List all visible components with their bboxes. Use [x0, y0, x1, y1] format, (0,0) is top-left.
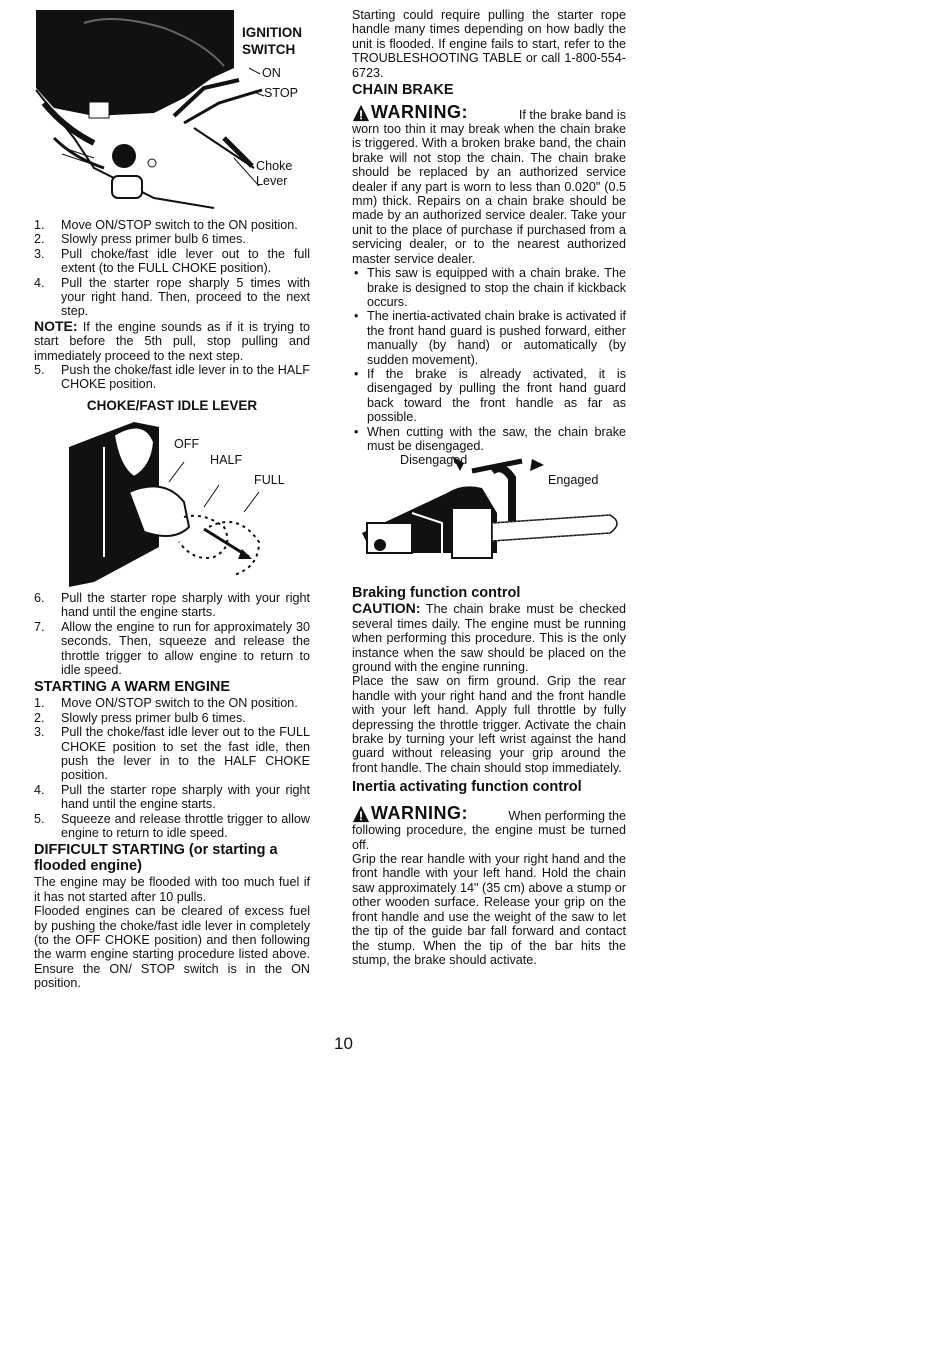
choke-lever-illustration — [34, 417, 310, 589]
list-item: 3. Pull the choke/fast idle lever out to the FULL CHOKE position to set the fast idle, then push the lever in to the HALF CHOKE position. — [34, 725, 310, 783]
list-item: 4. Pull the starter rope sharply 5 times with your right hand. Then, proceed to the next step. — [34, 275, 310, 319]
warm-engine-steps — [34, 696, 310, 840]
list-item: • If the brake is already activated, it is disengaged by pulling the front hand guard back toward the front handle as far as possible. — [354, 366, 626, 425]
list-item: 5. Push the choke/fast idle lever in to the HALF CHOKE position. — [34, 363, 310, 392]
fig-label-full: FULL — [254, 472, 285, 487]
list-item: 6. Pull the starter rope sharply with your right hand until the engine starts. — [34, 590, 310, 620]
fig-label-on: ON — [262, 66, 281, 80]
chain-brake-heading: CHAIN BRAKE — [352, 82, 454, 99]
right-column — [352, 8, 626, 967]
warning-triangle-icon — [352, 104, 370, 122]
warning-line-2 — [352, 803, 626, 823]
fig-label-switch: SWITCH — [242, 42, 296, 57]
fig-label-choke: Choke — [256, 159, 293, 173]
list-item: 1. Move ON/STOP switch to the ON position. — [34, 696, 298, 711]
inertia-control-heading: Inertia activating function control — [352, 779, 582, 796]
chain-brake-figure — [352, 453, 626, 581]
fig-label-ignition: IGNITION — [242, 25, 302, 40]
warning-text-head: When performing the — [508, 808, 626, 823]
fig-label-half: HALF — [210, 452, 243, 467]
place-paragraph: Place the saw on firm ground. Grip the rear handle with your right hand and the front handle with your left hand. Apply full throttle by fully depressing the throttle trigger. Activate the chain brake by turning your left wrist against the hand guard without releasing your grip around the front handle. The chain should stop immediately. — [352, 674, 626, 775]
difficult-starting-heading: DIFFICULT STARTING (or starting a flooded engine) — [34, 842, 278, 875]
list-item: 7. Allow the engine to run for approximately 30 seconds. Then, squeeze and release the throttle trigger to allow engine to return to idle speed. — [34, 619, 310, 677]
warning-text-head: If the brake band is — [518, 107, 626, 122]
list-item: • When cutting with the saw, the chain brake must be disengaged. — [354, 424, 626, 453]
list-item: 1. Move ON/STOP switch to the ON position. — [34, 218, 298, 232]
fig-label-disengaged: Disengaged — [400, 453, 468, 468]
chain-brake-bullets — [352, 266, 626, 453]
warning-paragraph: worn too thin it may break when the chain brake is triggered. With a broken brake band, the chain brake will not stop the chain. The chain brake should be replaced by an authorized service dealer if any part is worn to less than 0.020" (0.5 mm) thick. Repairs on a chain brake should be made by an authorized service dealer. Take your unit to the place of purchase if purchased from a servicing dealer, or to the nearest authorized master service dealer. — [352, 122, 626, 266]
ignition-switch-figure — [34, 8, 310, 218]
warning-paragraph: following procedure, the engine must be turned off. — [352, 823, 626, 852]
choke-lever-figure — [34, 417, 310, 589]
caution-paragraph: CAUTION: The chain brake must be checked several times daily. The engine must be running when performing this procedure. This is the only instance when the saw should be placed on the ground with the engine running. — [352, 600, 626, 674]
list-item: 2. Slowly press primer bulb 6 times. — [34, 232, 246, 247]
warning-label: WARNING: — [371, 803, 468, 824]
left-column — [34, 8, 310, 991]
warning-line-1 — [352, 102, 626, 122]
fig-label-off: OFF — [174, 436, 200, 451]
warning-triangle-icon — [352, 805, 370, 823]
list-item: 5. Squeeze and release throttle trigger to allow engine to return to idle speed. — [34, 811, 310, 840]
choke-lever-heading: CHOKE/FAST IDLE LEVER — [86, 397, 258, 413]
difficult-paragraph-1: The engine may be flooded with too much fuel if it has not started after 10 pulls. — [34, 875, 310, 904]
list-item: • The inertia-activated chain brake is activated if the front hand guard is pushed forward, either manually (by hand) or automatically (by sudden movement). — [354, 309, 627, 367]
note-paragraph: NOTE: If the engine sounds as if it is trying to start before the 5th pull, stop pulling and immediately proceed to the next step. — [34, 317, 310, 363]
cold-start-step-5 — [34, 363, 310, 392]
fig-label-stop: STOP — [264, 86, 299, 100]
cold-start-steps-continued — [34, 591, 310, 677]
braking-control-heading: Braking function control — [352, 585, 521, 602]
list-item: • This saw is equipped with a chain brake. The brake is designed to stop the chain if kickback occurs. — [354, 266, 626, 309]
warm-engine-heading: STARTING A WARM ENGINE — [34, 679, 231, 696]
warning-label: WARNING: — [371, 102, 468, 123]
page-number: 10 — [334, 1034, 353, 1053]
list-item: 2. Slowly press primer bulb 6 times. — [34, 710, 246, 725]
intro-paragraph: Starting could require pulling the starter rope handle many times depending on how badly the unit is flooded. If engine fails to start, refer to the TROUBLESHOOTING TABLE or call 1-800-554-6723. — [352, 8, 626, 80]
note-lead: NOTE: — [34, 317, 78, 334]
difficult-paragraph-2: Flooded engines can be cleared of excess fuel by pushing the choke/fast idle lever in completely (to the OFF CHOKE position) and then following the warm engine starting procedure listed above. Ensure the ON/ STOP switch is in the ON position. — [34, 904, 310, 991]
list-item: 3. Pull choke/fast idle lever out to the full extent (to the FULL CHOKE position). — [34, 246, 310, 276]
fig-label-engaged: Engaged — [548, 473, 599, 488]
list-item: 4. Pull the starter rope sharply with your right hand until the engine starts. — [34, 782, 310, 812]
grip-paragraph: Grip the rear handle with your right hand and the front handle with your left hand. Hold the chain saw approximately 14" (35 cm) above a stump or other wooden surface. Release your grip on the front handle and use the weight of the saw to let the tip of the guide bar fall forward and contact the stump. When the tip of the bar hits the stump, the brake should activate. — [352, 852, 626, 967]
cold-start-steps — [34, 218, 310, 319]
fig-label-lever: Lever — [256, 174, 288, 188]
caution-lead: CAUTION: — [352, 600, 421, 617]
